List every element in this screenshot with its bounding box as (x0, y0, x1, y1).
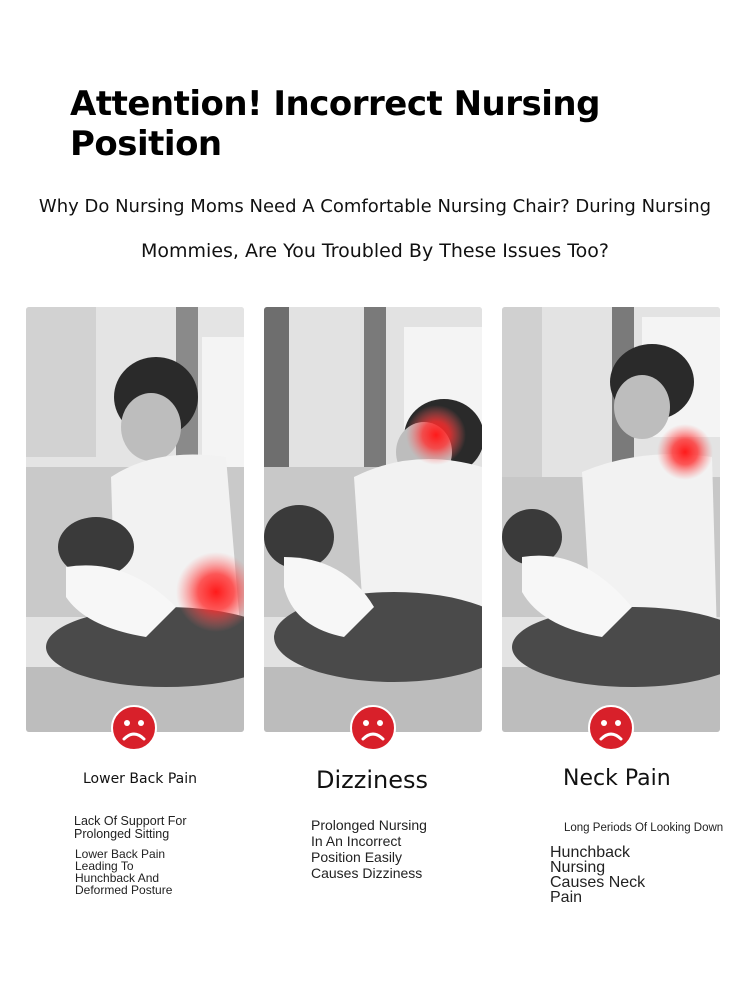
subtitle-line-2: Mommies, Are You Troubled By These Issues Too? (141, 240, 609, 262)
issue-desc-dizziness: Prolonged Nursing In An Incorrect Position Easily Causes Dizziness (311, 817, 427, 881)
sad-face-icon (587, 704, 635, 752)
sad-face-icon (349, 704, 397, 752)
issue-label-lower-back-pain: Lower Back Pain (83, 771, 197, 787)
subtitle-line-1: Why Do Nursing Moms Need A Comfortable Nursing Chair? During Nursing (38, 196, 712, 217)
issue-label-neck-pain: Neck Pain (563, 766, 671, 791)
dizziness-photo (264, 307, 482, 732)
sad-face-icon (110, 704, 158, 752)
issue-desc-lower-back-2: Lower Back Pain Leading To Hunchback And Deformed Posture (75, 847, 173, 897)
page-title: Attention! Incorrect Nursing Position (70, 84, 600, 164)
issue-label-dizziness: Dizziness (316, 766, 428, 794)
lower-back-pain-photo (26, 307, 244, 732)
issue-desc-neck-1: Long Periods Of Looking Down (564, 822, 724, 834)
issue-desc-neck-2: Hunchback Nursing Causes Neck Pain (550, 844, 646, 906)
issue-desc-lower-back-1: Lack Of Support For Prolonged Sitting (74, 814, 187, 841)
neck-pain-photo (502, 307, 720, 732)
